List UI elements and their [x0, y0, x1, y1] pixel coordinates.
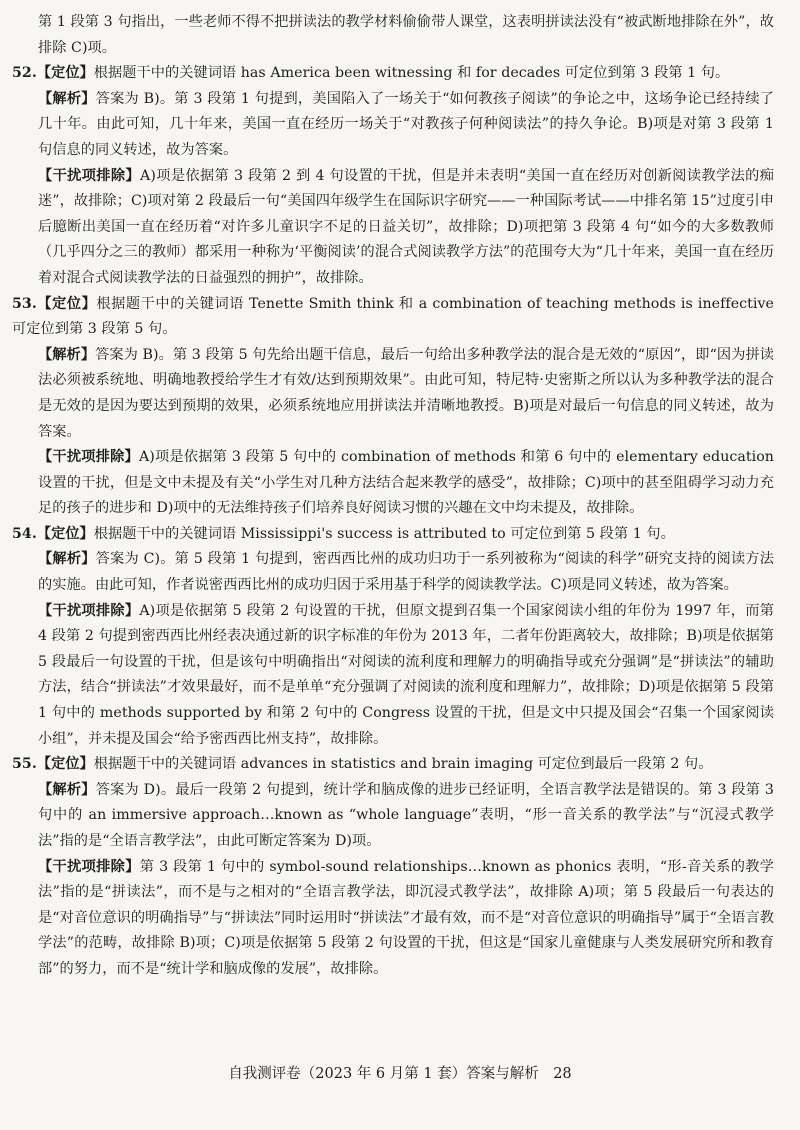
analysis-text: 答案为 B)。第 3 段第 1 句提到，美国陷入了一场关于“如何教孩子阅读”的争论之中，这场争论已经持续了几十年。由此可知，几十年来，美国一直在经历一场关于“对教孩子何种阅读法”的持久争论。B)项是对第 3 段第 1 句信息的同义转述，故为答案。: [38, 90, 774, 158]
locate-tag: 【定位】: [36, 65, 94, 82]
analysis-tag: 【解析】: [38, 551, 96, 568]
question-55-distractors: [38, 855, 774, 983]
question-52-distractors: [38, 164, 774, 292]
question-number: 55.: [12, 756, 37, 773]
locate-tag: 【定位】: [36, 295, 97, 312]
locate-text: 根据题干中的关键词语 advances in statistics and brain imaging 可定位到最后一段第 2 句。: [93, 756, 713, 773]
page-footer: 自我测评卷（2023 年 6 月第 1 套）答案与解析 28: [228, 1066, 572, 1082]
locate-text: 根据题干中的关键词语 Mississippi's success is attributed to 可定位到第 5 段第 1 句。: [93, 525, 675, 542]
distractor-tag: 【干扰项排除】: [38, 449, 139, 466]
question-52-locate: [12, 61, 774, 87]
locate-tag: 【定位】: [36, 525, 94, 542]
analysis-tag: 【解析】: [38, 346, 96, 363]
analysis-tag: 【解析】: [38, 781, 96, 798]
question-53-locate: [12, 292, 774, 343]
distractor-tag: 【干扰项排除】: [38, 167, 141, 184]
analysis-text: 答案为 B)。第 3 段第 5 句先给出题干信息，最后一句给出多种教学法的混合是无效的“原因”，即“因为拼读法必须被系统地、明确地教授给学生才有效/达到预期效果”。由此可知，特尼特·史密斯之所以认为多种教学法的混合是无效的是因为要达到预期的效果，必须系统地应用拼读法并清晰地教授。B)项是对最后一句信息的同义转述，故为答案。: [38, 346, 774, 440]
question-number: 52.: [12, 65, 37, 82]
question-number: 53.: [12, 295, 37, 312]
question-53-analysis: [38, 343, 774, 445]
question-number: 54.: [12, 525, 37, 542]
analysis-text: 答案为 C)。第 5 段第 1 句提到，密西西比州的成功归功于一系列被称为“阅读的科学”研究支持的阅读方法的实施。由此可知，作者说密西西比州的成功归因于采用基于科学的阅读教学法。C)项是同义转述，故为答案。: [38, 551, 775, 594]
question-52-analysis: [38, 87, 774, 164]
locate-tag: 【定位】: [36, 756, 94, 773]
analysis-tag: 【解析】: [38, 90, 96, 107]
distractor-text: A)项是依据第 3 段第 2 到 4 句设置的干扰，但是并未表明“美国一直在经历对创新阅读教学法的痴迷”，故排除；C)项对第 2 段最后一句“美国四年级学生在国际识字研究——一种国际考试——中排名第 15”过度引申后臆断出美国一直在经历着“对许多儿童识字不足的日益关切”，故排除；D)项把第 3 段第 4 句“如今的大多数教师（几乎四分之三的教师）都采用一种称为‘平衡阅读’的混合式阅读教学方法”的范围夸大为“几十年来，美国一直在经历着对混合式阅读教学法的日益强烈的拥护”，故排除。: [38, 167, 774, 286]
locate-text: 根据题干中的关键词语 has America been witnessing 和 for decades 可定位到第 3 段第 1 句。: [93, 65, 730, 82]
distractor-text: 第 3 段第 1 句中的 symbol-sound relationships…known as phonics 表明，“形-音关系的教学法”指的是“拼读法”，而不是与之相对的“全语言教学法，即沉浸式教学法”，故排除 A)项；第 5 段最后一句表达的是“对音位意识的明确指导”与“拼读法”同时运用时“拼读法”才最有效，而不是“对音位意识的明确指导”属于“全语言教学法”的范畴，故排除 B)项；C)项是依据第 5 段第 2 句设置的干扰，但这是“国家儿童健康与人类发展研究所和教育部”的努力，而不是“统计学和脑成像的发展”，故排除。: [38, 858, 774, 977]
question-54-locate: [12, 522, 774, 548]
intro-paragraph: 第 1 段第 3 句指出，一些老师不得不把拼读法的教学材料偷偷带人课堂，这表明拼读法没有“被武断地排除在外”，故排除 C)项。: [38, 14, 774, 56]
question-54-distractors: [38, 599, 774, 753]
question-53-distractors: [38, 445, 774, 522]
distractor-tag: 【干扰项排除】: [38, 602, 140, 619]
locate-text: 根据题干中的关键词语 Tenette Smith think 和 a combination of teaching methods is ineffective 可定位到第 3 段第 5 句。: [12, 295, 775, 338]
question-55-locate: [12, 752, 774, 778]
distractor-text: A)项是依据第 3 段第 5 句中的 combination of methods 和第 6 句中的 elementary education 设置的干扰，但是文中未提及有关“小学生对几种方法结合起来教学的感受”，故排除；C)项中的甚至阻碍学习动力充足的孩子的进步和 D)项中的无法维持孩子们培养良好阅读习惯的兴趣在文中均未提及，故排除。: [38, 449, 774, 517]
distractor-tag: 【干扰项排除】: [38, 858, 140, 875]
distractor-text: A)项是依据第 5 段第 2 句设置的干扰，但原文提到召集一个国家阅读小组的年份为 1997 年，而第 4 段第 2 句提到密西西比州经表决通过新的识字标准的年份为 2013 年，二者年份距离较大，故排除；B)项是依据第 5 段最后一句设置的干扰，但是该句中明确指出“对阅读的流利度和理解力的明确指导或充分强调”是“拼读法”的辅助方法，结合“拼读法”才效果最好，而不是单单“充分强调了对阅读的流利度和理解力”，故排除；D)项是依据第 5 段第 1 句中的 methods supported by 和第 2 句中的 Congress 设置的干扰，但是文中只提及国会“召集一个国家阅读小组”，并未提及国会“给予密西西比州支持”，故排除。: [38, 602, 774, 747]
analysis-text: 答案为 D)。最后一段第 2 句提到，统计学和脑成像的进步已经证明，全语言教学法是错误的。第 3 段第 3 句中的 an immersive approach…known as “whole language”表明，“形一音关系的教学法”与“沉浸式教学法”指的是“全语言教学法”，由此可断定答案为 D)项。: [38, 781, 775, 849]
question-55-analysis: [38, 778, 774, 855]
question-54-analysis: [38, 547, 774, 598]
